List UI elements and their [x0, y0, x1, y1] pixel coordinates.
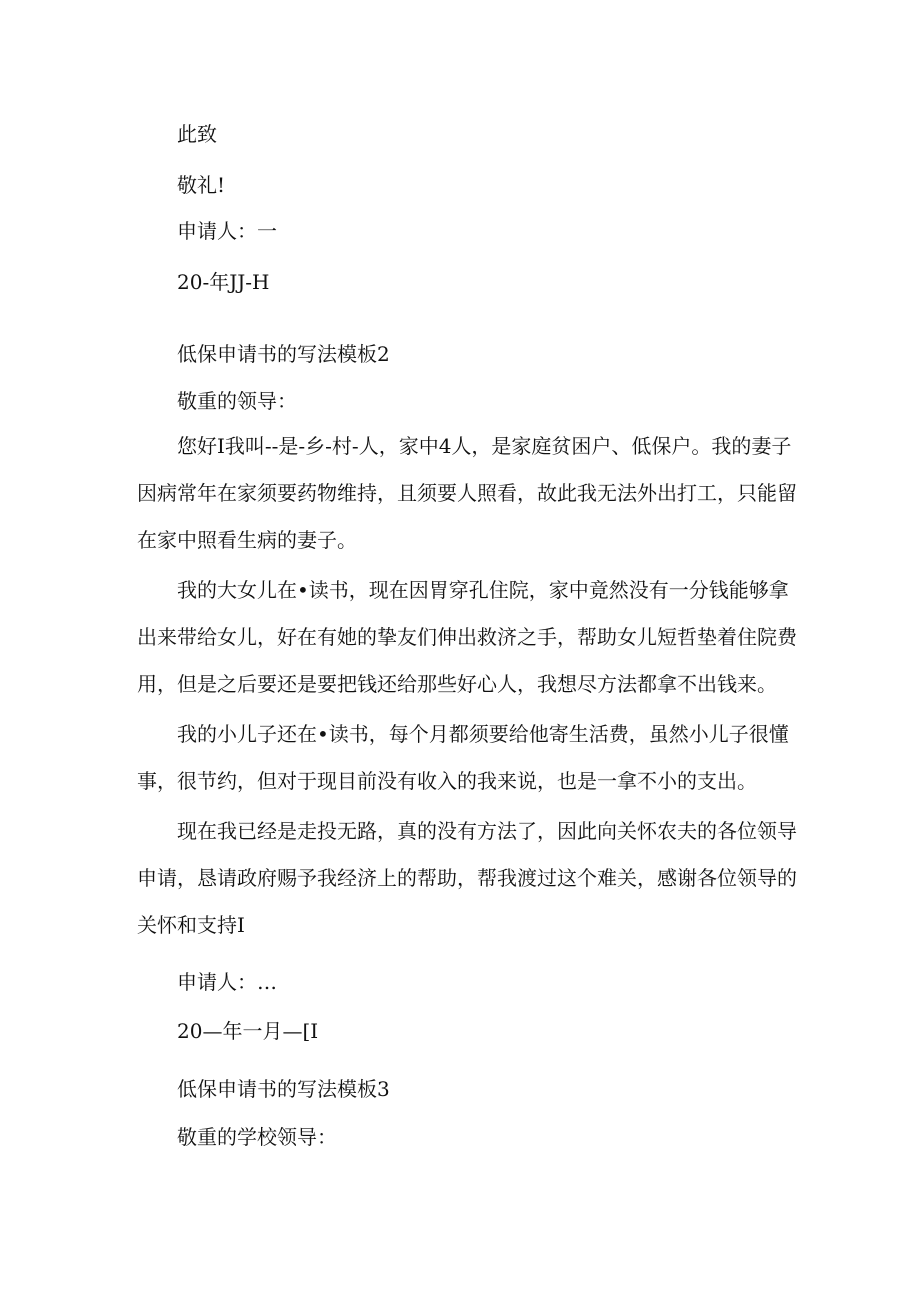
template-2-title: 低保申请书的写法模板2 [177, 342, 390, 366]
template-3-greeting: 敬重的学校领导： [177, 1125, 337, 1149]
closing-date: 20-年JJ-H [177, 270, 270, 294]
template-2-date: 20—年一月—[I [177, 1019, 319, 1043]
closing-applicant: 申请人：一 [177, 219, 277, 243]
template-2-paragraph: 我的大女儿在•读书，现在因胃穿孔住院，家中竟然没有一分钱能够拿出来带给女儿，好在有她的挚友们伸出救济之手，帮助女儿短哲垫着住院费用，但是之后要还是要把钱还给那些好心人，我想尽方法都拿不出钱来。 [137, 578, 797, 696]
closing-salutation-2: 敬礼! [177, 173, 226, 197]
template-2-applicant: 申请人：… [177, 970, 277, 994]
template-2-paragraph: 现在我已经是走投无路，真的没有方法了，因此向关怀农夫的各位领导申请，恳请政府赐予我经济上的帮助，帮我渡过这个难关，感谢各位领导的关怀和支持I [137, 819, 797, 937]
closing-salutation-1: 此致 [177, 122, 217, 146]
template-2-paragraph: 我的小儿子还在•读书，每个月都须要给他寄生活费，虽然小儿子很懂事，很节约，但对于现目前没有收入的我来说，也是一拿不小的支出。 [137, 722, 789, 793]
template-2-greeting: 敬重的领导： [177, 389, 297, 413]
template-3-title: 低保申请书的写法模板3 [177, 1077, 390, 1101]
template-2-paragraph: 您好I我叫--是-乡-村-人，家中4人，是家庭贫困户、低保户。我的妻子因病常年在家须要药物维持，且须要人照看，故此我无法外出打工，只能留在家中照看生病的妻子。 [137, 434, 797, 552]
